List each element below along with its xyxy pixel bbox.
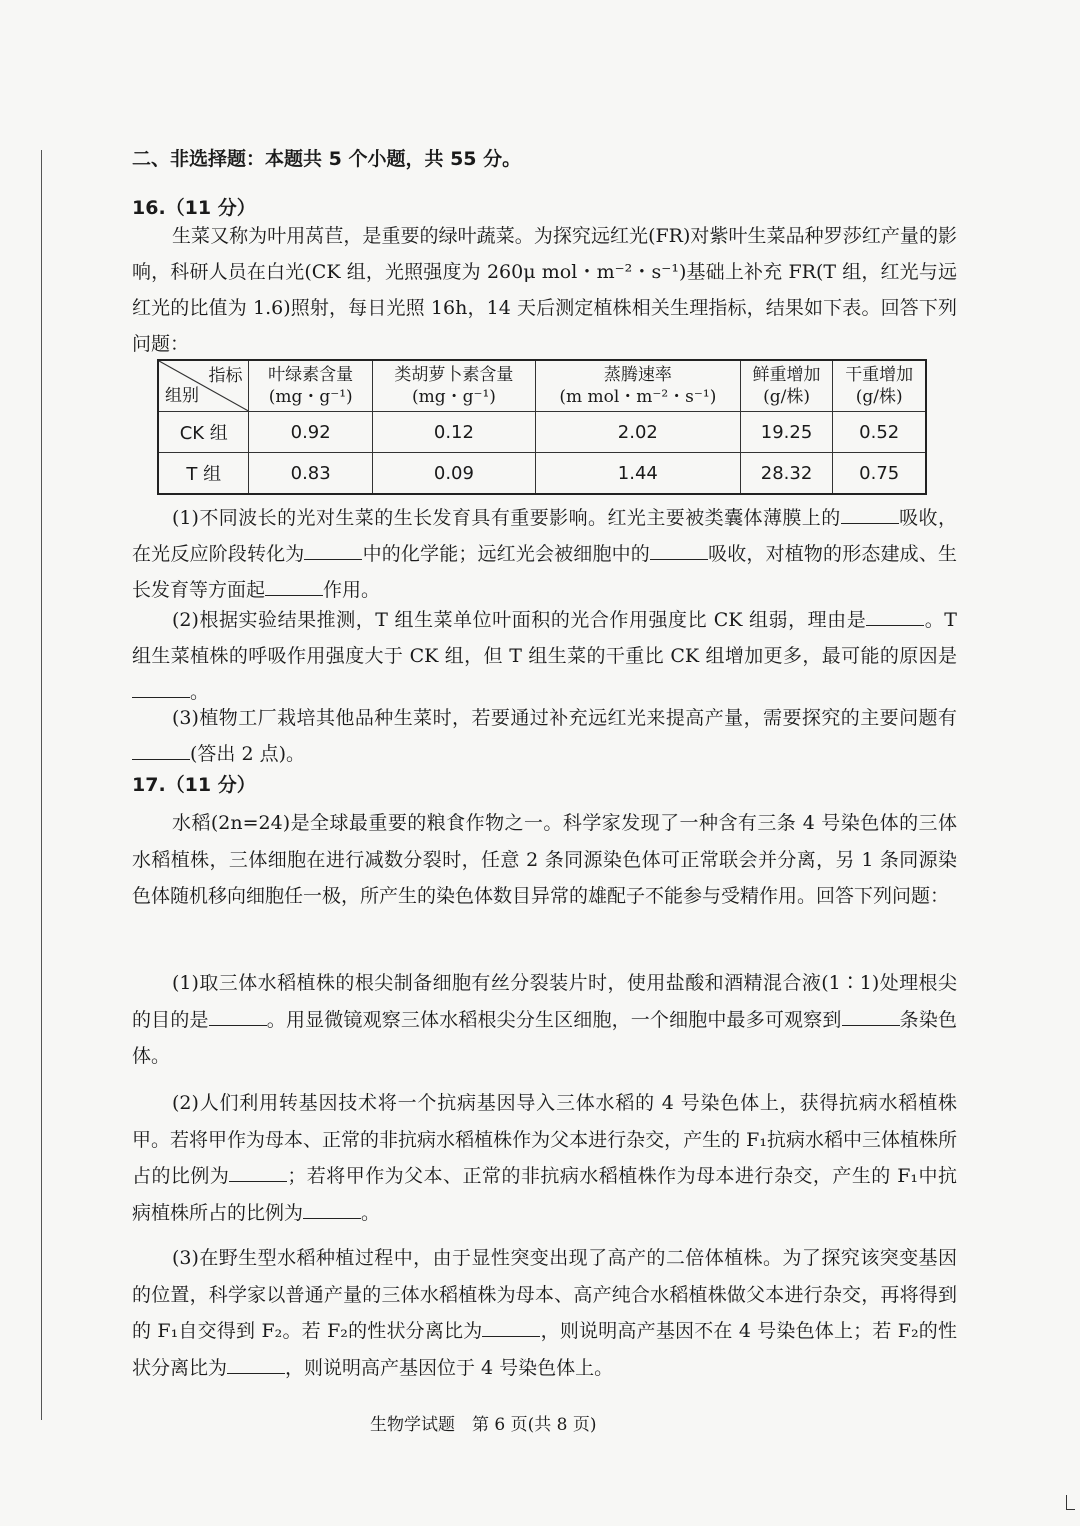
table-cell: 0.09: [372, 453, 535, 495]
answer-blank[interactable]: [265, 577, 323, 596]
answer-blank[interactable]: [866, 607, 924, 626]
answer-blank[interactable]: [303, 1200, 361, 1219]
table-cell: 28.32: [740, 453, 833, 495]
table-cell: 0.83: [249, 453, 372, 495]
binding-margin-line: [41, 150, 42, 1420]
corner-label-indicator: 指标: [208, 366, 243, 386]
question-17-heading: 17.（11 分）: [132, 774, 256, 796]
header-chlorophyll: 叶绿素含量 (mg・g⁻¹): [249, 360, 372, 412]
row-group-label: CK 组: [158, 412, 249, 453]
table-cell: 0.75: [833, 453, 926, 495]
table-header-row: [158, 360, 926, 412]
corner-crop-mark: [1066, 1495, 1075, 1510]
corner-label-group: 组别: [165, 386, 199, 406]
table-cell: 1.44: [535, 453, 740, 495]
table-cell: 2.02: [535, 412, 740, 453]
question-17-part-2: (2)人们利用转基因技术将一个抗病基因导入三体水稻的 4 号染色体上，获得抗病水稻植株甲。若将甲作为母本、正常的非抗病水稻植株作为父本进行杂交，产生的 F₁抗病水稻中三体植株所占的比例为 ；若将甲作为父本、正常的非抗病水稻植株作为母本进行杂交，产生的 F₁中抗病植株所占的比例为 。: [132, 1092, 957, 1224]
answer-blank[interactable]: [842, 1007, 900, 1026]
table-row: [158, 412, 926, 453]
answer-blank[interactable]: [132, 741, 190, 760]
row-group-label: T 组: [158, 453, 249, 495]
table-cell: 0.52: [833, 412, 926, 453]
table-cell: 0.12: [372, 412, 535, 453]
question-16-part-2: (2)根据实验结果推测，T 组生菜单位叶面积的光合作用强度比 CK 组弱，理由是 。T 组生菜植株的呼吸作用强度大于 CK 组，但 T 组生菜的干重比 CK 组增加更多，最可能的原因是。: [132, 609, 957, 703]
table-cell: 0.92: [249, 412, 372, 453]
answer-blank[interactable]: [650, 541, 708, 560]
header-transpiration: 蒸腾速率 (m mol・m⁻²・s⁻¹): [535, 360, 740, 412]
answer-blank[interactable]: [209, 1007, 267, 1026]
answer-blank[interactable]: [227, 1355, 285, 1374]
question-16-heading: 16.（11 分）: [132, 197, 256, 219]
answer-blank[interactable]: [304, 541, 362, 560]
header-carotenoid: 类胡萝卜素含量 (mg・g⁻¹): [372, 360, 535, 412]
header-fresh-weight: 鲜重增加 (g/株): [740, 360, 833, 412]
answer-blank[interactable]: [841, 505, 899, 524]
table-corner-cell: [158, 360, 249, 412]
question-16-part-3: (3)植物工厂栽培其他品种生菜时，若要通过补充远红光来提高产量，需要探究的主要问题有(答出 2 点)。: [132, 700, 957, 772]
answer-blank[interactable]: [482, 1318, 540, 1337]
page-footer: 生物学试题 第 6 页(共 8 页): [370, 1415, 597, 1435]
answer-blank[interactable]: [229, 1163, 287, 1182]
question-17-part-3: (3)在野生型水稻种植过程中，由于显性突变出现了高产的二倍体植株。为了探究该突变基因的位置，科学家以普通产量的三体水稻植株为母本、高产纯合水稻植株做父本进行杂交，再将得到的 F₁自交得到 F₂。若 F₂的性状分离比为 ，则说明高产基因不在 4 号染色体上；若 F₂的性状分离比为 ，则说明高产基因位于 4 号染色体上。: [132, 1247, 957, 1379]
question-17-part-1: (1)取三体水稻植株的根尖制备细胞有丝分裂装片时，使用盐酸和酒精混合液(1∶1)处理根尖的目的是 。用显微镜观察三体水稻根尖分生区细胞，一个细胞中最多可观察到 条染色体。: [132, 972, 957, 1067]
question-16-intro: 生菜又称为叶用莴苣，是重要的绿叶蔬菜。为探究远红光(FR)对紫叶生菜品种罗莎红产量的影响，科研人员在白光(CK 组，光照强度为 260μ mol・m⁻²・s⁻¹)基础上补充 FR(T 组，红光与远红光的比值为 1.6)照射，每日光照 16h，14 天后测定植株相关生理指标，结果如下表。回答下列问题：: [132, 225, 957, 355]
table-cell: 19.25: [740, 412, 833, 453]
table-row: [158, 453, 926, 495]
question-16-part-1: (1)不同波长的光对生菜的生长发育具有重要影响。红光主要被类囊体薄膜上的 吸收，在光反应阶段转化为 中的化学能；远红光会被细胞中的 吸收，对植物的形态建成、生长发育等方面起 作用。: [132, 507, 957, 601]
header-dry-weight: 干重增加 (g/株): [833, 360, 926, 412]
section-title: 二、非选择题：本题共 5 个小题，共 55 分。: [132, 148, 522, 170]
answer-blank[interactable]: [132, 679, 190, 698]
results-table: [157, 359, 927, 495]
question-17-intro: 水稻(2n=24)是全球最重要的粮食作物之一。科学家发现了一种含有三条 4 号染色体的三体水稻植株，三体细胞在进行减数分裂时，任意 2 条同源染色体可正常联会并分离，另 1 条同源染色体随机移向细胞任一极，所产生的染色体数目异常的雄配子不能参与受精作用。回答下列问题：: [132, 812, 957, 907]
